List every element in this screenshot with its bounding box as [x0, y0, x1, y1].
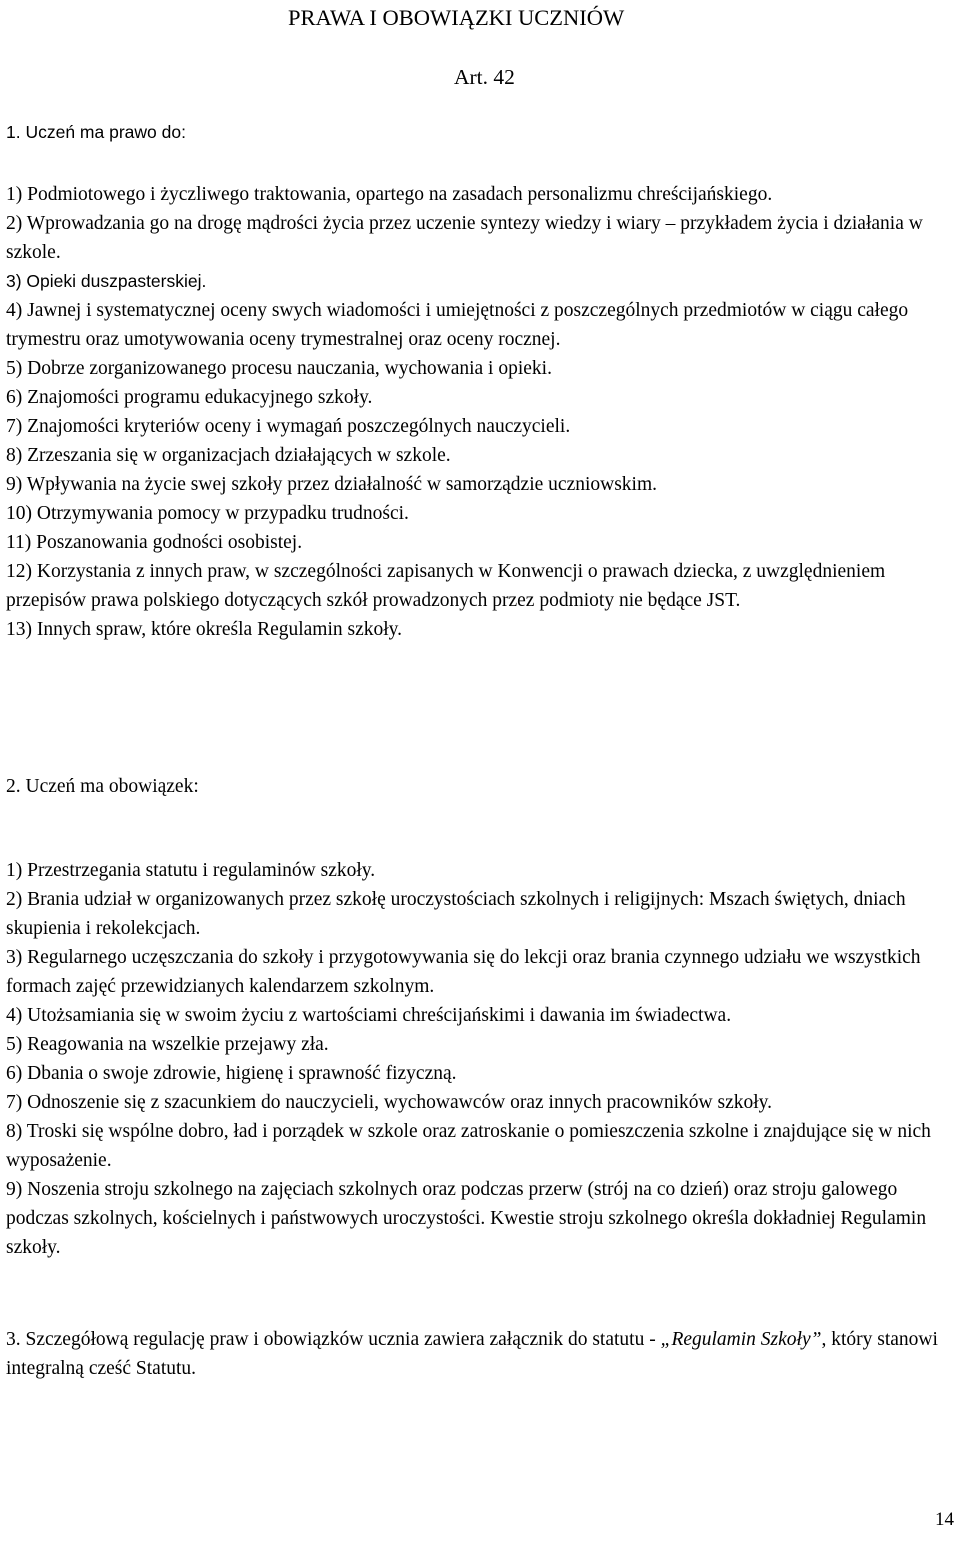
rights-item-5: 5) Dobrze zorganizowanego procesu nauczania, wychowania i opieki. [6, 358, 552, 379]
statute-note-suffix: , który stanowi integralną cześć Statutu. [6, 1329, 938, 1379]
duties-item-8: 8) Troski się wspólne dobro, ład i porządek w szkole oraz zatroskanie o pomieszczenia szkolne i znajdujące się w nich wyposażenie. [6, 1121, 931, 1171]
duties-item-5: 5) Reagowania na wszelkie przejawy zła. [6, 1034, 329, 1055]
duties-item-1: 1) Przestrzegania statutu i regulaminów szkoły. [6, 860, 376, 881]
rights-item-1: 1) Podmiotowego i życzliwego traktowania, opartego na zasadach personalizmu chreścijańskiego. [6, 184, 773, 205]
duties-heading: 2. Uczeń ma obowiązek: [6, 776, 199, 797]
rights-item-10: 10) Otrzymywania pomocy w przypadku trudności. [6, 503, 409, 524]
statute-note-regulation-title: „Regulamin Szkoły” [660, 1329, 822, 1350]
rights-item-7: 7) Znajomości kryteriów oceny i wymagań poszczególnych nauczycieli. [6, 416, 571, 437]
rights-heading: 1. Uczeń ma prawo do: [6, 122, 186, 142]
duties-item-4: 4) Utożsamiania się w swoim życiu z wartościami chreścijańskimi i dawania im świadectwa. [6, 1005, 732, 1026]
rights-item-4: 4) Jawnej i systematycznej oceny swych wiadomości i umiejętności z poszczególnych przedmiotów w ciągu całego trymestru oraz umotywowania oceny trymestralnej oraz oceny rocznej. [6, 300, 909, 350]
duties-item-2: 2) Brania udział w organizowanych przez szkołę uroczystościach szkolnych i religijnych: Mszach świętych, dniach skupienia i rekolekcjach. [6, 889, 906, 939]
duties-list [6, 856, 956, 1262]
article-number: Art. 42 [454, 65, 515, 89]
statute-note [6, 1325, 946, 1383]
rights-item-8: 8) Zrzeszania się w organizacjach działających w szkole. [6, 445, 451, 466]
duties-item-7: 7) Odnoszenie się z szacunkiem do nauczycieli, wychowawców oraz innych pracowników szkoły. [6, 1092, 773, 1113]
duties-item-3: 3) Regularnego uczęszczania do szkoły i przygotowywania się do lekcji oraz brania czynnego udziału we wszystkich formach zajęć przewidzianych kalendarzem szkolnym. [6, 947, 921, 997]
rights-item-12: 12) Korzystania z innych praw, w szczególności zapisanych w Konwencji o prawach dziecka, z uwzględnieniem przepisów prawa polskiego dotyczących szkół prowadzonych przez podmioty nie będące JST. [6, 561, 886, 611]
rights-item-6: 6) Znajomości programu edukacyjnego szkoły. [6, 387, 373, 408]
rights-item-13: 13) Innych spraw, które określa Regulamin szkoły. [6, 619, 403, 640]
rights-list [6, 180, 956, 644]
rights-item-3: 3) Opieki duszpasterskiej. [6, 271, 207, 291]
page-number: 14 [935, 1509, 954, 1530]
duties-item-6: 6) Dbania o swoje zdrowie, higienę i sprawność fizyczną. [6, 1063, 457, 1084]
rights-item-9: 9) Wpływania na życie swej szkoły przez działalność w samorządzie uczniowskim. [6, 474, 658, 495]
document-title: PRAWA I OBOWIĄZKI UCZNIÓW [288, 5, 625, 30]
duties-item-9: 9) Noszenia stroju szkolnego na zajęciach szkolnych oraz podczas przerw (strój na co dzień) oraz stroju galowego podczas szkolnych, kościelnych i państwowych uroczystości. Kwestie stroju szkolnego określa dokładniej Regulamin szkoły. [6, 1179, 927, 1258]
statute-note-prefix: 3. Szczegółową regulację praw i obowiązków ucznia zawiera załącznik do statutu - [6, 1329, 661, 1350]
rights-item-11: 11) Poszanowania godności osobistej. [6, 532, 303, 553]
rights-item-2: 2) Wprowadzania go na drogę mądrości życia przez uczenie syntezy wiedzy i wiary – przykładem życia i działania w szkole. [6, 213, 923, 263]
